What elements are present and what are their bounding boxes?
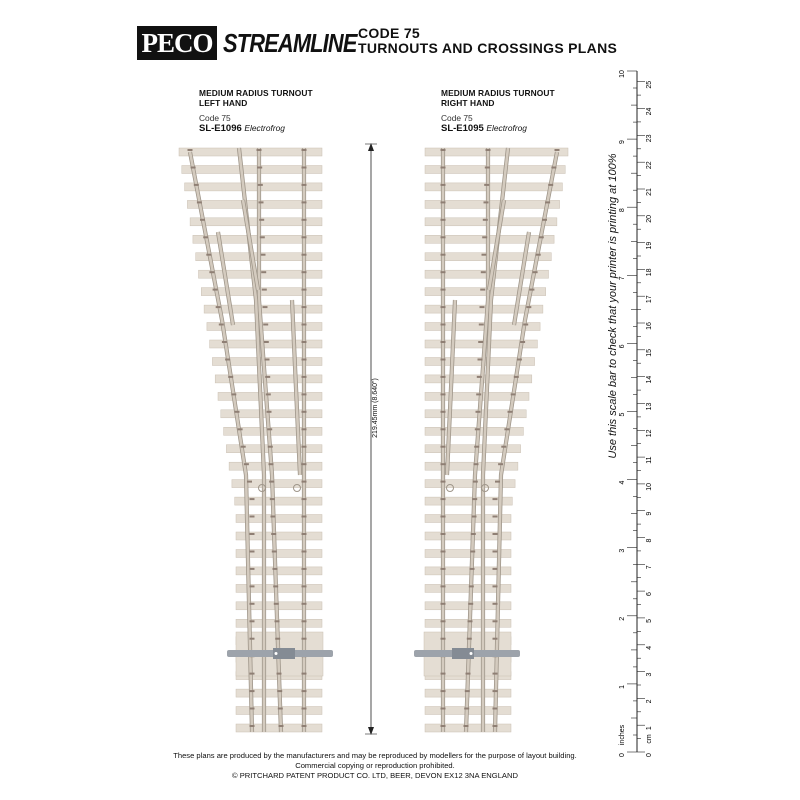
streamline-wordmark: STREAMLINE <box>223 28 357 58</box>
rail-chair <box>478 359 483 361</box>
left-hand-turnout-plan <box>179 148 333 732</box>
footer <box>130 751 620 781</box>
rail-chair <box>302 236 307 238</box>
cm-label: 13 <box>646 402 653 411</box>
inch-label: 10 <box>619 70 626 78</box>
rail-chair <box>493 533 498 535</box>
rail-chair <box>472 498 477 500</box>
rail-chair <box>468 603 473 605</box>
tiebar-pin <box>470 652 473 655</box>
rail-chair <box>484 184 489 186</box>
rail-chair <box>468 620 473 622</box>
rail-chair <box>465 690 470 692</box>
rail-chair <box>302 324 307 326</box>
rail-chair <box>441 219 446 221</box>
rail-chair <box>203 236 208 238</box>
inch-label: 6 <box>619 344 626 349</box>
cm-unit-label: cm <box>646 734 653 744</box>
rail-chair <box>441 516 446 518</box>
rail-chair <box>250 725 255 727</box>
rail-chair <box>250 690 255 692</box>
rail-chair <box>261 271 266 273</box>
rail-chair <box>508 411 513 413</box>
rail-chair <box>441 289 446 291</box>
rail-chair <box>302 393 307 395</box>
rail-chair <box>250 498 255 500</box>
rail-chair <box>271 516 276 518</box>
rail-chair <box>238 428 243 430</box>
cm-label: 20 <box>646 214 653 223</box>
rail-chair <box>441 585 446 587</box>
rail-chair <box>441 673 446 675</box>
inch-label: 9 <box>619 140 626 145</box>
cm-label: 1 <box>646 726 653 731</box>
rail-chair <box>495 481 500 483</box>
title-plans: TURNOUTS AND CROSSINGS PLANS <box>358 40 618 56</box>
rail-chair <box>464 725 469 727</box>
cm-label: 10 <box>646 483 653 491</box>
sleeper <box>185 183 322 191</box>
rail-chair <box>302 341 307 343</box>
rail-chair <box>265 376 270 378</box>
cm-label: 18 <box>646 268 653 277</box>
rail-chair <box>470 551 475 553</box>
rail-chair <box>545 201 550 203</box>
rail-chair <box>548 184 553 186</box>
cm-label: 2 <box>646 699 653 704</box>
rail-chair <box>261 254 266 256</box>
rail-chair <box>250 533 255 535</box>
right-title-2: RIGHT HAND <box>441 98 495 108</box>
rail-chair <box>480 289 485 291</box>
rail-chair <box>483 219 488 221</box>
rail-chair <box>250 673 255 675</box>
rail-chair <box>478 341 483 343</box>
cm-label: 24 <box>646 107 653 116</box>
inch-unit-label: inches <box>619 724 626 746</box>
rail-chair <box>498 463 503 465</box>
rail-chair <box>206 254 211 256</box>
rail-chair <box>302 271 307 273</box>
cm-label: 19 <box>646 241 653 250</box>
inch-label: 1 <box>619 684 626 689</box>
rail-chair <box>441 533 446 535</box>
rail-chair <box>302 306 307 308</box>
rail-chair <box>493 725 498 727</box>
scale-bar <box>619 70 653 757</box>
left-frog-type: Electrofrog <box>244 123 285 133</box>
rail-chair <box>441 568 446 570</box>
rail-chair <box>493 603 498 605</box>
cm-label: 15 <box>646 348 653 357</box>
rail-chair <box>441 463 446 465</box>
rail-chair <box>277 690 282 692</box>
rail-chair <box>278 708 283 710</box>
rail-chair <box>533 271 538 273</box>
cm-label: 22 <box>646 161 653 170</box>
rail-chair <box>302 533 307 535</box>
rail-chair <box>441 638 446 640</box>
rail-chair <box>469 585 474 587</box>
rail-chair <box>474 446 479 448</box>
cm-label: 6 <box>646 592 653 597</box>
rail-chair <box>514 376 519 378</box>
sleeper <box>425 166 565 174</box>
rail-chair <box>241 446 246 448</box>
rail-chair <box>441 236 446 238</box>
rail-chair <box>493 620 498 622</box>
rail-chair <box>235 411 240 413</box>
rail-chair <box>250 516 255 518</box>
rail-chair <box>485 167 490 169</box>
rail-chair <box>269 463 274 465</box>
cm-label: 4 <box>646 645 653 650</box>
title-code: CODE 75 <box>358 25 421 41</box>
rail-chair <box>302 498 307 500</box>
rail-chair <box>266 393 271 395</box>
inch-label: 8 <box>619 208 626 213</box>
footer-line-2: Commercial copying or reproduction prohibited. <box>295 760 455 770</box>
rail-chair <box>493 708 498 710</box>
rail-chair <box>302 359 307 361</box>
cm-label: 11 <box>646 456 653 464</box>
rail-chair <box>270 498 275 500</box>
rail-chair <box>467 638 472 640</box>
rail-chair <box>529 289 534 291</box>
rail-chair <box>267 411 272 413</box>
rail-chair <box>264 341 269 343</box>
rail-chair <box>441 149 446 151</box>
rail-chair <box>441 446 446 448</box>
rail-chair <box>279 725 284 727</box>
rail-chair <box>493 516 498 518</box>
rail-chair <box>228 376 233 378</box>
rail-chair <box>464 708 469 710</box>
rail-chair <box>302 463 307 465</box>
rail-chair <box>258 184 263 186</box>
rail-chair <box>493 690 498 692</box>
rail-chair <box>441 690 446 692</box>
rail-chair <box>302 201 307 203</box>
rail-chair <box>209 271 214 273</box>
rail-chair <box>476 411 481 413</box>
scale-bar-note: Use this scale bar to check that your printer is printing at 100% <box>607 153 619 459</box>
rail-chair <box>250 551 255 553</box>
right-part-number: SL-E1095 <box>441 123 484 134</box>
right-code: Code 75 <box>441 113 473 123</box>
rail-chair <box>231 393 236 395</box>
rail-chair <box>200 219 205 221</box>
rail-chair <box>441 167 446 169</box>
rail-chair <box>250 585 255 587</box>
rail-chair <box>225 359 230 361</box>
rail-chair <box>302 149 307 151</box>
rail-chair <box>441 428 446 430</box>
rail-chair <box>302 690 307 692</box>
cm-label: 25 <box>646 80 653 89</box>
rail-chair <box>466 673 471 675</box>
rail-chair <box>551 167 556 169</box>
left-part-number: SL-E1096 <box>199 123 242 134</box>
rail-chair <box>302 254 307 256</box>
rail-chair <box>265 359 270 361</box>
rail-chair <box>555 149 560 151</box>
rail-chair <box>493 585 498 587</box>
rail-chair <box>302 725 307 727</box>
footer-copyright: © PRITCHARD PATENT PRODUCT CO. LTD, BEER, DEVON EX12 3NA ENGLAND <box>232 771 518 780</box>
rail-chair <box>526 306 531 308</box>
sleeper <box>182 166 322 174</box>
rail-chair <box>259 219 264 221</box>
rail-chair <box>539 236 544 238</box>
rail-chair <box>441 481 446 483</box>
rail-chair <box>441 306 446 308</box>
rail-chair <box>247 481 252 483</box>
left-title-1: MEDIUM RADIUS TURNOUT <box>199 88 313 98</box>
rail-chair <box>273 585 278 587</box>
cm-label: 8 <box>646 538 653 543</box>
rail-chair <box>257 149 262 151</box>
rail-chair <box>250 568 255 570</box>
rail-chair <box>250 638 255 640</box>
cm-label: 7 <box>646 565 653 570</box>
sleeper <box>179 148 322 156</box>
rail-chair <box>222 341 227 343</box>
rail-chair <box>441 201 446 203</box>
rail-chair <box>470 568 475 570</box>
rail-chair <box>219 324 224 326</box>
rail-chair <box>194 184 199 186</box>
rail-chair <box>267 428 272 430</box>
cm-label: 9 <box>646 511 653 516</box>
rail-chair <box>273 568 278 570</box>
rail-chair <box>441 254 446 256</box>
rail-chair <box>474 463 479 465</box>
rail-chair <box>511 393 516 395</box>
rail-chair <box>302 708 307 710</box>
rail-chair <box>259 201 264 203</box>
sleeper <box>425 148 568 156</box>
rail-chair <box>441 725 446 727</box>
rail-chair <box>441 603 446 605</box>
cm-label: 12 <box>646 429 653 438</box>
rail-chair <box>441 324 446 326</box>
rail-chair <box>302 446 307 448</box>
rail-chair <box>302 167 307 169</box>
rail-chair <box>302 673 307 675</box>
rail-chair <box>476 393 481 395</box>
rail-chair <box>260 236 265 238</box>
rail-chair <box>216 306 221 308</box>
cm-label: 16 <box>646 322 653 330</box>
rail-chair <box>493 638 498 640</box>
rail-chair <box>275 620 280 622</box>
rail-chair <box>517 359 522 361</box>
cm-label: 3 <box>646 672 653 677</box>
rail-chair <box>486 149 491 151</box>
rail-chair <box>302 219 307 221</box>
rail-chair <box>523 324 528 326</box>
rail-chair <box>441 620 446 622</box>
rail-chair <box>250 603 255 605</box>
rail-chair <box>191 167 196 169</box>
rail-chair <box>441 498 446 500</box>
inch-label: 4 <box>619 480 626 485</box>
rail-chair <box>473 481 478 483</box>
rail-chair <box>472 516 477 518</box>
tiebar-pin <box>275 652 278 655</box>
rail-chair <box>302 481 307 483</box>
peco-logo-box: PECO <box>137 26 217 60</box>
rail-chair <box>302 411 307 413</box>
cm-label: 21 <box>646 188 653 196</box>
inch-label: 7 <box>619 276 626 281</box>
rail-chair <box>504 428 509 430</box>
rail-chair <box>481 271 486 273</box>
rail-chair <box>271 533 276 535</box>
rail-chair <box>493 673 498 675</box>
sleeper <box>425 183 562 191</box>
rail-chair <box>263 306 268 308</box>
rail-chair <box>493 551 498 553</box>
rail-chair <box>213 289 218 291</box>
rail-chair <box>302 585 307 587</box>
cm-label: 0 <box>646 753 653 757</box>
rail-chair <box>274 603 279 605</box>
rail-chair <box>484 201 489 203</box>
rail-chair <box>302 603 307 605</box>
rail-chair <box>480 306 485 308</box>
length-dimension-label: 219.45mm (8.640") <box>372 378 379 438</box>
inch-label: 5 <box>619 412 626 417</box>
cm-label: 23 <box>646 134 653 143</box>
rail-chair <box>482 236 487 238</box>
rail-chair <box>188 149 193 151</box>
rail-chair <box>257 167 262 169</box>
rail-chair <box>263 324 268 326</box>
rail-chair <box>302 568 307 570</box>
rail-chair <box>482 254 487 256</box>
rail-chair <box>302 376 307 378</box>
rail-chair <box>441 708 446 710</box>
rail-chair <box>441 376 446 378</box>
rail-chair <box>441 411 446 413</box>
rail-chair <box>268 446 273 448</box>
rail-chair <box>475 428 480 430</box>
inch-label: 2 <box>619 616 626 621</box>
rail-chair <box>441 551 446 553</box>
left-title-2: LEFT HAND <box>199 98 248 108</box>
rail-chair <box>269 481 274 483</box>
rail-chair <box>479 324 484 326</box>
rail-chair <box>493 568 498 570</box>
rail-chair <box>493 498 498 500</box>
right-frog-type: Electrofrog <box>486 123 527 133</box>
rail-chair <box>441 271 446 273</box>
rail-chair <box>441 184 446 186</box>
rail-chair <box>244 463 249 465</box>
rail-chair <box>501 446 506 448</box>
rail-chair <box>302 184 307 186</box>
rail-chair <box>536 254 541 256</box>
right-hand-turnout-plan <box>414 148 568 732</box>
cm-label: 5 <box>646 618 653 623</box>
rail-chair <box>197 201 202 203</box>
rail-chair <box>250 620 255 622</box>
rail-chair <box>302 551 307 553</box>
footer-line-1: These plans are produced by the manufacturers and may be reproduced by modellers for the purpose of layout building. <box>173 751 577 760</box>
inch-label: 3 <box>619 548 626 553</box>
rail-chair <box>302 516 307 518</box>
rail-chair <box>542 219 547 221</box>
inch-label: 0 <box>619 753 626 757</box>
right-title-1: MEDIUM RADIUS TURNOUT <box>441 88 555 98</box>
rail-chair <box>262 289 267 291</box>
rail-chair <box>441 359 446 361</box>
rail-chair <box>477 376 482 378</box>
rail-chair <box>471 533 476 535</box>
rail-chair <box>302 289 307 291</box>
cm-label: 14 <box>646 375 653 384</box>
left-code: Code 75 <box>199 113 231 123</box>
rail-chair <box>302 638 307 640</box>
rail-chair <box>441 341 446 343</box>
rail-chair <box>302 620 307 622</box>
rail-chair <box>277 673 282 675</box>
cm-label: 17 <box>646 295 653 304</box>
rail-chair <box>441 393 446 395</box>
rail-chair <box>250 708 255 710</box>
rail-chair <box>302 428 307 430</box>
rail-chair <box>272 551 277 553</box>
rail-chair <box>520 341 525 343</box>
rail-chair <box>275 638 280 640</box>
